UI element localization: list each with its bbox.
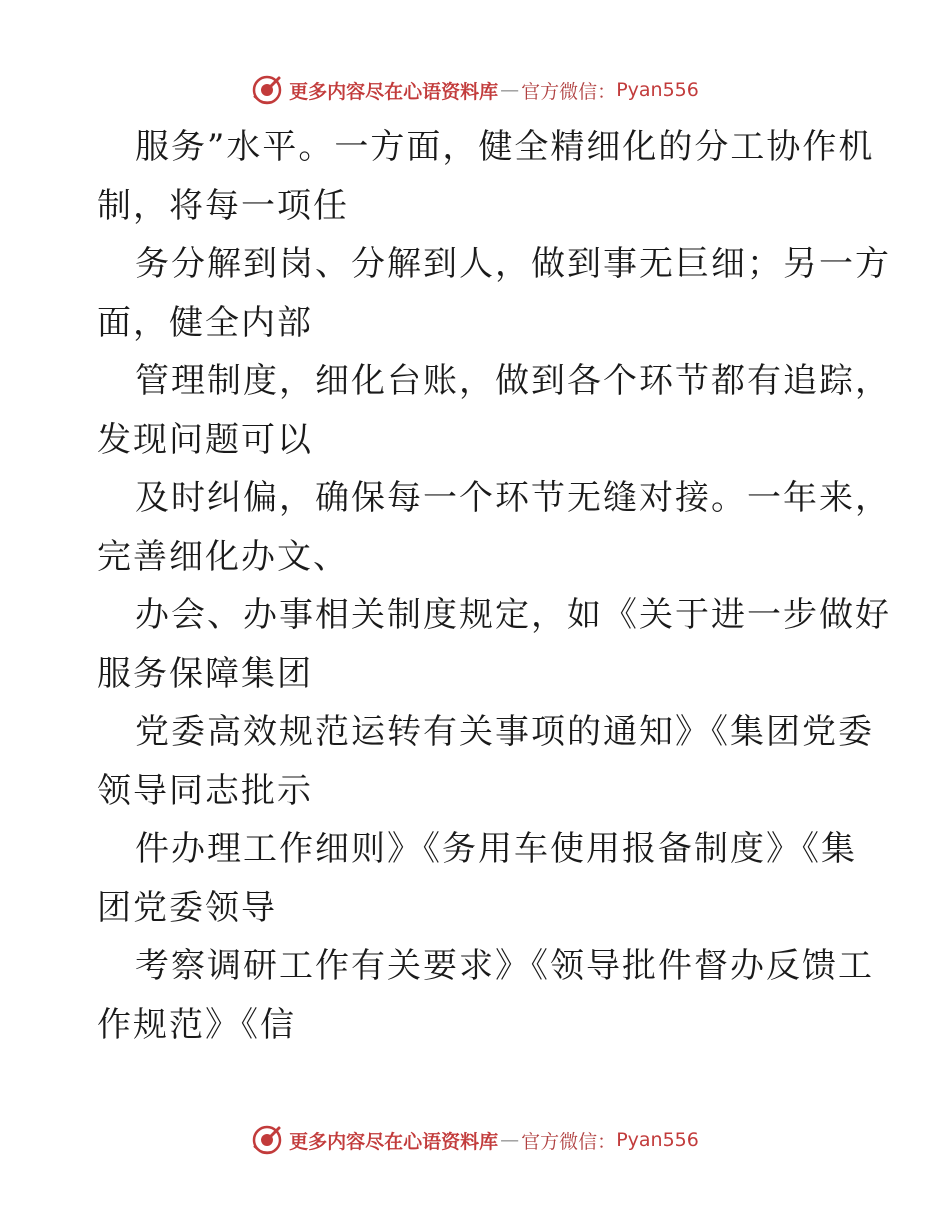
banner-wechat-label: 官方微信：: [521, 80, 617, 103]
pen-logo-icon: [251, 74, 283, 106]
body-line: 务分解到岗、分解到人，做到事无巨细；另一方: [135, 244, 891, 284]
body-line: 管理制度，细化台账，做到各个环节都有追踪，: [135, 361, 891, 401]
body-line: 服务”水平。一方面，健全精细化的分工协作机: [135, 127, 875, 167]
body-line: 团党委领导: [97, 887, 277, 928]
body-line: 制，将每一项任: [97, 185, 349, 226]
banner-wechat-id: Pyan556: [616, 79, 699, 101]
banner-dash: —: [500, 79, 520, 101]
body-line: 发现问题可以: [97, 419, 313, 460]
banner-dash: —: [500, 1129, 520, 1151]
body-line: 作规范》《信: [97, 1004, 296, 1045]
body-line: 领导同志批示: [97, 770, 313, 811]
footer-banner: [0, 1120, 950, 1160]
document-body: [97, 118, 891, 1054]
banner-title: 更多内容尽在心语资料库: [289, 1130, 499, 1153]
body-line: 办会、办事相关制度规定，如《关于进一步做好: [135, 595, 891, 635]
banner-wechat-id: Pyan556: [616, 1129, 699, 1151]
body-line: 完善细化办文、: [97, 536, 349, 577]
body-line: 及时纠偏，确保每一个环节无缝对接。一年来，: [135, 478, 891, 518]
body-line: 党委高效规范运转有关事项的通知》《集团党委: [135, 712, 874, 752]
pen-logo-icon: [251, 1124, 283, 1156]
body-line: 件办理工作细则》《务用车使用报备制度》《集: [135, 829, 857, 869]
banner-wechat-label: 官方微信：: [521, 1130, 617, 1153]
banner-title: 更多内容尽在心语资料库: [289, 80, 499, 103]
body-line: 服务保障集团: [97, 653, 313, 694]
body-line: 面，健全内部: [97, 302, 313, 343]
header-banner: [0, 70, 950, 110]
body-line: 考察调研工作有关要求》《领导批件督办反馈工: [135, 946, 874, 986]
